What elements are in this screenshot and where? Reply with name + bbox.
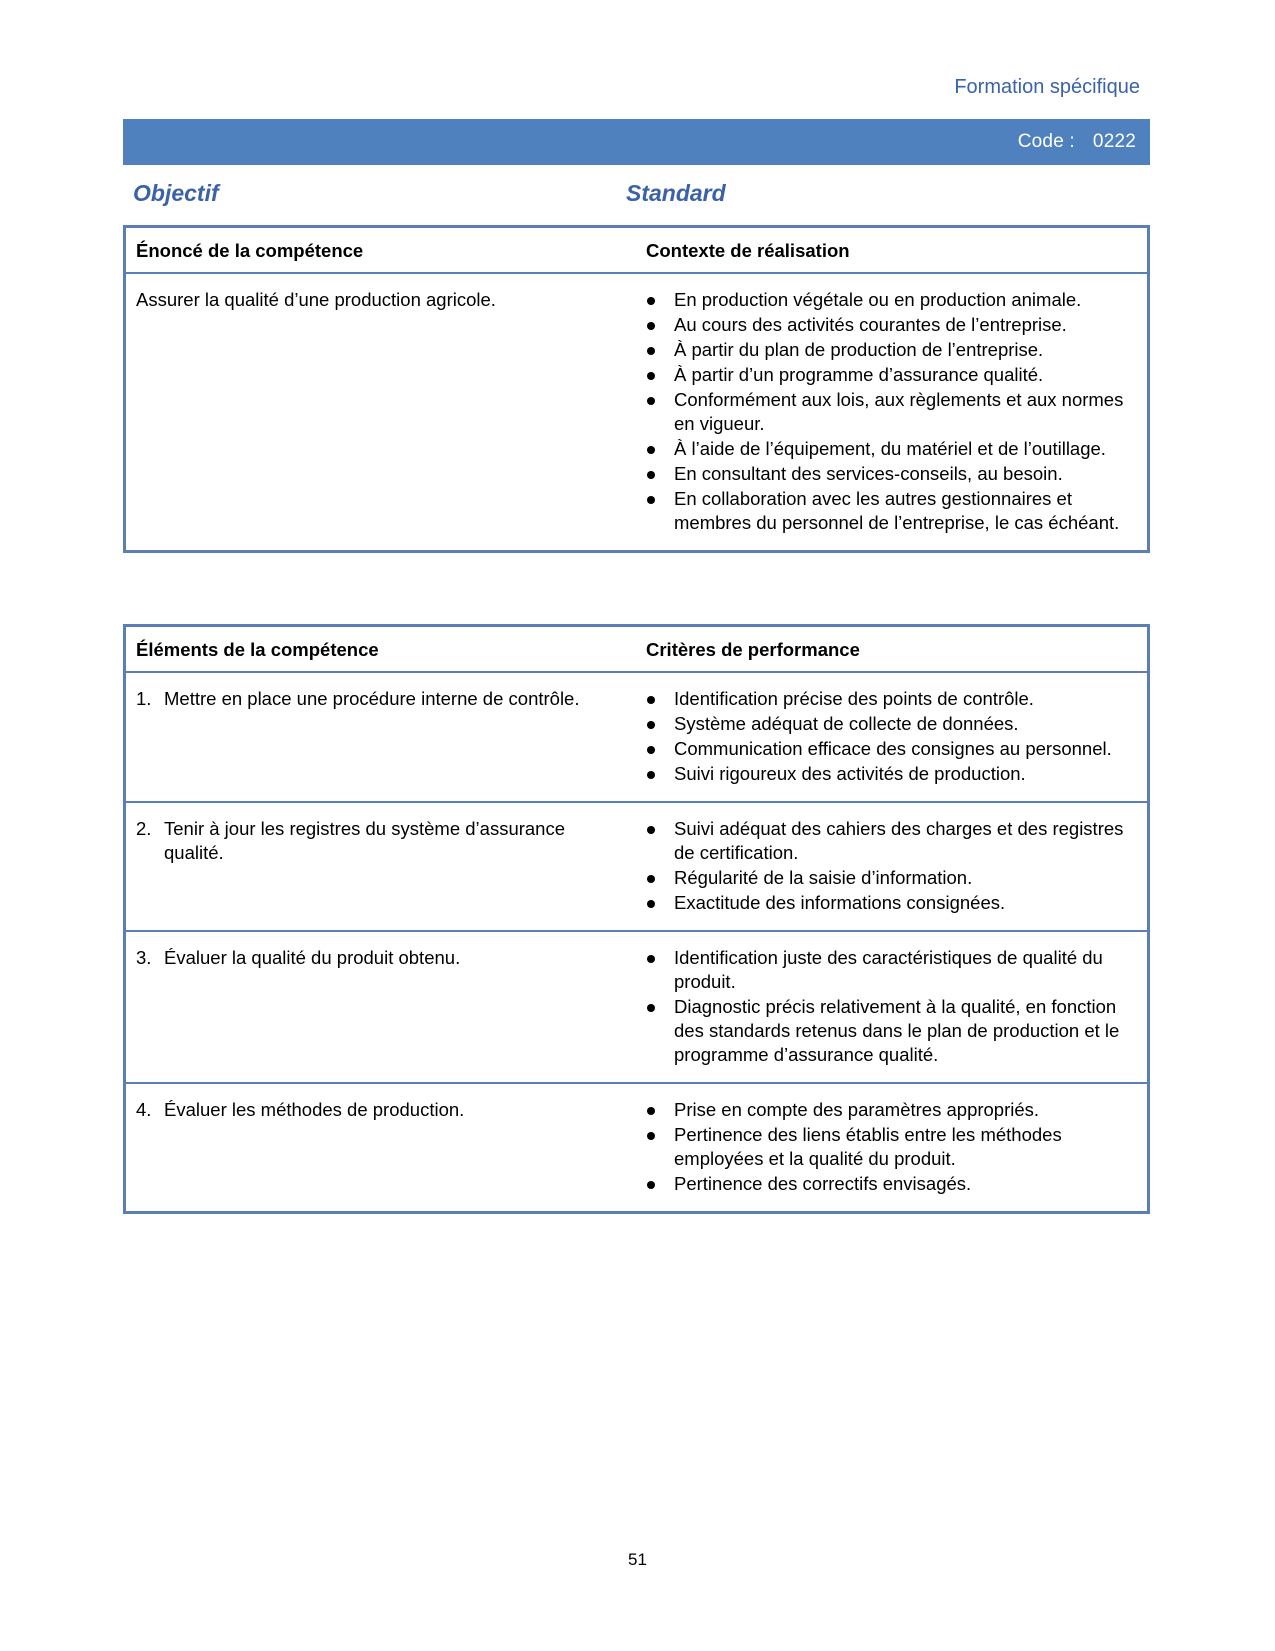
statement-table-header <box>125 227 1149 274</box>
criteria-list <box>646 946 1129 1067</box>
criterion-item: Suivi adéquat des cahiers des charges et des registres de certification. <box>646 817 1129 865</box>
context-item: En collaboration avec les autres gestionnaires et membres du personnel de l’entreprise, le cas échéant. <box>646 487 1129 535</box>
code-banner <box>123 119 1150 165</box>
column-titles <box>133 180 1143 210</box>
objective-title: Objectif <box>133 180 219 206</box>
statement-cell <box>125 273 637 552</box>
criterion-item: Système adéquat de collecte de données. <box>646 712 1129 736</box>
elements-header: Éléments de la compétence <box>136 639 379 660</box>
element-item <box>136 687 636 711</box>
context-header: Contexte de réalisation <box>646 240 850 261</box>
element-row <box>125 931 1149 1083</box>
element-item <box>136 946 636 970</box>
element-row <box>125 1083 1149 1213</box>
element-item <box>136 817 636 865</box>
criterion-item: Exactitude des informations consignées. <box>646 891 1129 915</box>
criterion-item: Pertinence des correctifs envisagés. <box>646 1172 1129 1196</box>
criterion-item: Identification juste des caractéristiques de qualité du produit. <box>646 946 1129 994</box>
criteria-list <box>646 1098 1129 1196</box>
element-cell <box>125 1083 637 1213</box>
element-cell <box>125 802 637 931</box>
context-item: À partir du plan de production de l’entreprise. <box>646 338 1129 362</box>
context-item: À partir d’un programme d’assurance qualité. <box>646 363 1129 387</box>
statement-table <box>123 225 1150 553</box>
element-text: Évaluer la qualité du produit obtenu. <box>164 947 461 968</box>
context-item: À l’aide de l’équipement, du matériel et de l’outillage. <box>646 437 1129 461</box>
context-item: Au cours des activités courantes de l’entreprise. <box>646 313 1129 337</box>
context-item: En consultant des services-conseils, au besoin. <box>646 462 1129 486</box>
program-title: Formation spécifique <box>954 76 1140 98</box>
criterion-item: Diagnostic précis relativement à la qualité, en fonction des standards retenus dans le plan de production et le programme d’assurance qualité. <box>646 995 1129 1067</box>
context-item: En production végétale ou en production animale. <box>646 288 1129 312</box>
criteria-header: Critères de performance <box>646 639 860 660</box>
context-item: Conformément aux lois, aux règlements et aux normes en vigueur. <box>646 388 1129 436</box>
code-value: 0222 <box>1092 131 1136 152</box>
context-cell <box>636 273 1149 552</box>
code-label-group <box>1018 131 1136 153</box>
page-number: 51 <box>628 1550 647 1569</box>
statement-header: Énoncé de la compétence <box>136 240 364 261</box>
competency-statement: Assurer la qualité d’une production agricole. <box>136 289 496 310</box>
element-number: 3. <box>136 947 152 968</box>
criteria-cell <box>636 672 1149 802</box>
element-row <box>125 802 1149 931</box>
elements-table-header <box>125 626 1149 673</box>
elements-table <box>123 624 1150 1214</box>
element-item <box>136 1098 636 1122</box>
element-row <box>125 672 1149 802</box>
criterion-item: Identification précise des points de contrôle. <box>646 687 1129 711</box>
element-number: 2. <box>136 818 152 839</box>
element-number: 4. <box>136 1099 152 1120</box>
criteria-cell <box>636 802 1149 931</box>
element-text: Tenir à jour les registres du système d’assurance qualité. <box>164 818 566 863</box>
criteria-list <box>646 687 1129 786</box>
element-text: Évaluer les méthodes de production. <box>164 1099 465 1120</box>
criterion-item: Communication efficace des consignes au personnel. <box>646 737 1129 761</box>
element-text: Mettre en place une procédure interne de contrôle. <box>164 688 580 709</box>
standard-title: Standard <box>626 180 726 206</box>
statement-row <box>125 273 1149 552</box>
element-cell <box>125 672 637 802</box>
criteria-list <box>646 817 1129 915</box>
code-label: Code : <box>1017 131 1075 152</box>
criteria-cell <box>636 1083 1149 1213</box>
element-number: 1. <box>136 688 152 709</box>
element-cell <box>125 931 637 1083</box>
criterion-item: Pertinence des liens établis entre les méthodes employées et la qualité du produit. <box>646 1123 1129 1171</box>
criterion-item: Prise en compte des paramètres appropriés. <box>646 1098 1129 1122</box>
criterion-item: Suivi rigoureux des activités de production. <box>646 762 1129 786</box>
criterion-item: Régularité de la saisie d’information. <box>646 866 1129 890</box>
criteria-cell <box>636 931 1149 1083</box>
context-list <box>646 288 1129 535</box>
